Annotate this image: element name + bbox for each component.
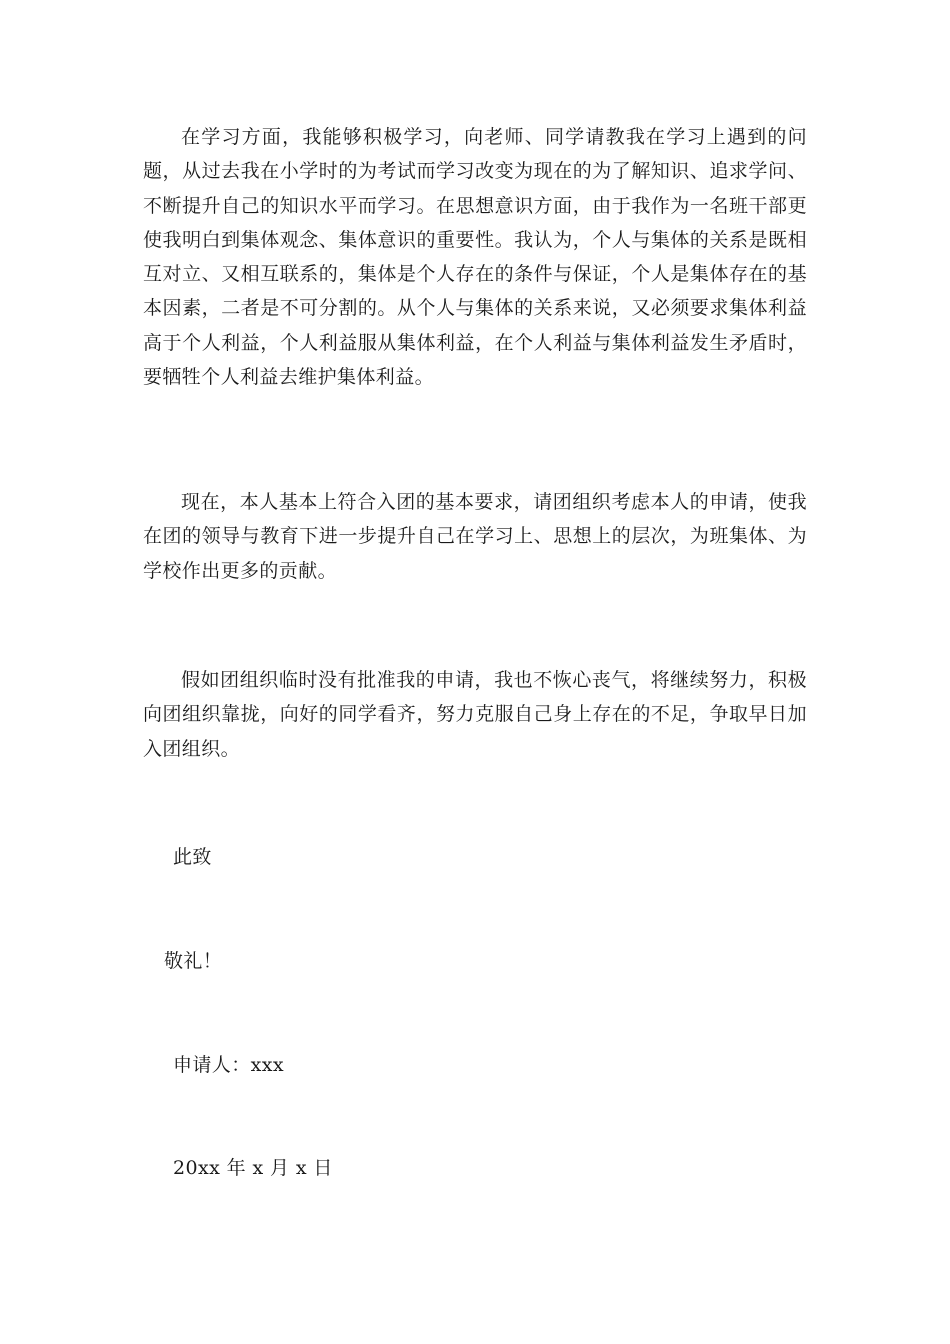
closing-phrase: 此致 — [173, 846, 212, 868]
salutation: 敬礼！ — [164, 950, 223, 972]
paragraph-study-thoughts: 在学习方面，我能够积极学习，向老师、同学请教我在学习上遇到的问题，从过去我在小学时的为考试而学习改变为现在的为了解知识、追求学问、不断提升自己的知识水平而学习。在思想意识方面，由于我作为一名班干部更使我明白到集体观念、集体意识的重要性。我认为，个人与集体的关系是既相互对立、又相互联系的，集体是个人存在的条件与保证，个人是集体存在的基本因素，二者是不可分割的。从个人与集体的关系来说，又必须要求集体利益高于个人利益，个人利益服从集体利益，在个人利益与集体利益发生矛盾时，要牺牲个人利益去维护集体利益。 — [143, 126, 807, 389]
paragraph-commitment: 假如团组织临时没有批准我的申请，我也不恢心丧气，将继续努力，积极向团组织靠拢，向好的同学看齐，努力克服自己身上存在的不足，争取早日加入团组织。 — [143, 669, 807, 760]
date-line: 20xx 年 x 月 x 日 — [173, 1157, 333, 1179]
paragraph-application-request: 现在，本人基本上符合入团的基本要求，请团组织考虑本人的申请，使我在团的领导与教育下进一步提升自己在学习上、思想上的层次，为班集体、为学校作出更多的贡献。 — [143, 491, 807, 582]
applicant-signature: 申请人：xxx — [173, 1054, 284, 1076]
